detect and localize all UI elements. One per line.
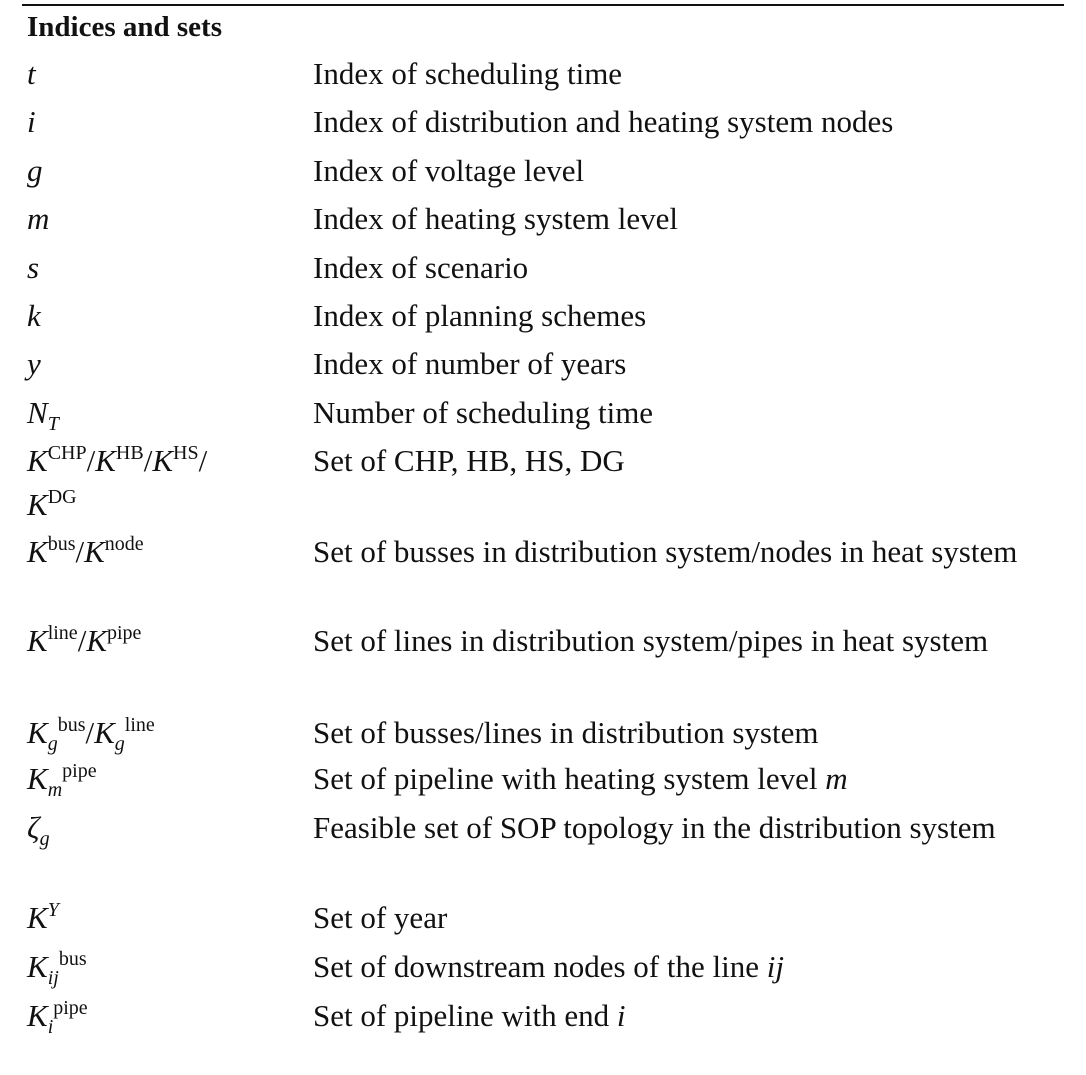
symbol: $K_i^{pipe}$ [27,997,88,1038]
symbol: $K^{CHP}/K^{HB}/K^{HS}/$ $K^{DG}$ [27,442,208,522]
description: Index of heating system level [313,201,679,236]
symbol: g [27,153,43,188]
symbol: t [27,56,36,91]
symbol: m [27,201,50,236]
description: Set of busses in distribution system/nodes in heat system [313,534,1018,569]
description: Set of year [313,900,448,935]
description: Set of pipeline with end i [313,998,626,1033]
symbol: $K^Y$ [27,899,59,935]
symbol: $N_T$ [27,395,59,435]
description: Index of distribution and heating system nodes [313,104,894,139]
description: Index of scheduling time [313,56,623,91]
description: Number of scheduling time [313,395,654,430]
description: Set of downstream nodes of the line ij [313,949,784,984]
description: Set of busses/lines in distribution system [313,715,819,750]
description: Index of voltage level [313,153,585,188]
symbol: k [27,298,41,333]
section-title: Indices and sets [27,11,222,43]
symbol: $K_{ij}^{bus}$ [27,948,87,989]
description: Set of CHP, HB, HS, DG [313,443,625,478]
description: Index of planning schemes [313,298,647,333]
description: Set of lines in distribution system/pipes in heat system [313,623,989,658]
symbol: i [27,104,36,139]
symbol: $K_m^{pipe}$ [27,760,97,801]
description: Set of pipeline with heating system level m [313,761,848,796]
symbol: y [27,346,41,381]
symbol: s [27,250,40,285]
top-rule [22,4,1064,6]
symbol: $K_g^{bus}/K_g^{line}$ [27,714,155,755]
description: Index of number of years [313,346,627,381]
symbol: $\zeta_g$ [27,810,50,850]
symbol: $K^{bus}/K^{node}$ [27,533,144,569]
symbol: $K^{line}/K^{pipe}$ [27,622,142,658]
description: Index of scenario [313,250,529,285]
description: Feasible set of SOP topology in the distribution system [313,810,996,845]
